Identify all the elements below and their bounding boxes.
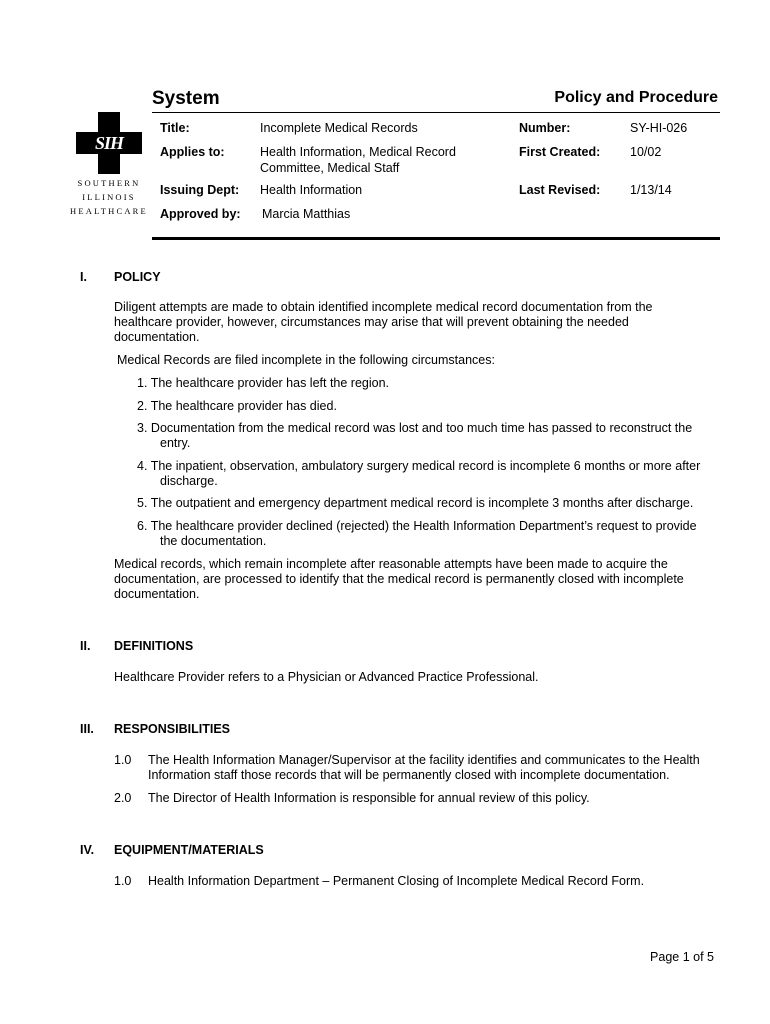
section-number-responsibilities: III. (80, 722, 94, 736)
policy-list-item (137, 421, 692, 437)
responsibility-number: 1.0 (114, 753, 132, 767)
list-item-continuation: the documentation. (160, 534, 267, 548)
header-bottom-rule (152, 237, 720, 240)
list-item-number: 2. (137, 399, 148, 413)
policy-paragraph-3-line-3: documentation. (114, 587, 200, 601)
section-number-equipment: IV. (80, 843, 95, 857)
list-item-number: 1. (137, 376, 148, 390)
policy-procedure-title: Policy and Procedure (554, 89, 718, 106)
applies-to-label: Applies to: (160, 145, 225, 159)
policy-paragraph-2: Medical Records are filed incomplete in the following circumstances: (117, 353, 495, 367)
list-item-text: The healthcare provider has died. (150, 399, 337, 413)
section-number-policy: I. (80, 270, 87, 284)
equipment-text: Health Information Department – Permanent Closing of Incomplete Medical Record Form. (148, 874, 645, 888)
list-item-text: The inpatient, observation, ambulatory surgery medical record is incomplete 6 months or more after (150, 459, 701, 473)
issuing-dept-value: Health Information (260, 183, 363, 197)
sih-logo (68, 112, 150, 222)
section-heading-responsibilities: RESPONSIBILITIES (114, 722, 230, 736)
definitions-text: Healthcare Provider refers to a Physician or Advanced Practice Professional. (114, 670, 539, 684)
list-item-text: The healthcare provider has left the region. (150, 376, 390, 390)
policy-paragraph-1-line-3: documentation. (114, 330, 200, 344)
section-heading-definitions: DEFINITIONS (114, 639, 194, 653)
title-label: Title: (160, 121, 190, 135)
policy-list-item (137, 459, 700, 475)
section-heading-policy: POLICY (114, 270, 161, 284)
logo-monogram: SIH (94, 133, 124, 153)
responsibility-text-line-2: Information staff those records that will be permanently closed with incomplete documentation. (148, 768, 670, 782)
number-label: Number: (519, 121, 571, 135)
list-item-text: Documentation from the medical record was lost and too much time has passed to reconstruct the (150, 421, 693, 435)
policy-list-item (137, 399, 337, 415)
title-value: Incomplete Medical Records (260, 121, 418, 135)
first-created-label: First Created: (519, 145, 601, 159)
number-value: SY-HI-026 (630, 121, 688, 135)
approved-by-label: Approved by: (160, 207, 241, 221)
list-item-number: 5. (137, 496, 148, 510)
last-revised-value: 1/13/14 (630, 183, 672, 197)
logo-line-2: ILLINOIS (82, 192, 136, 202)
issuing-dept-label: Issuing Dept: (160, 183, 240, 197)
equipment-number: 1.0 (114, 874, 132, 888)
list-item-number: 4. (137, 459, 148, 473)
policy-paragraph-3-line-2: documentation, are processed to identify that the medical record is permanently closed with incomplete (114, 572, 684, 586)
approved-by-value: Marcia Matthias (262, 207, 351, 221)
list-item-continuation: entry. (160, 436, 191, 450)
policy-list-item (137, 519, 697, 535)
header-rule (152, 112, 720, 113)
responsibility-number: 2.0 (114, 791, 132, 805)
applies-to-value-line-1: Health Information, Medical Record (260, 145, 456, 159)
list-item-text: The healthcare provider declined (rejected) the Health Information Department’s request to provide (150, 519, 697, 533)
first-created-value: 10/02 (630, 145, 662, 159)
responsibility-text-line-1: The Health Information Manager/Supervisor at the facility identifies and communicates to the Health (148, 753, 700, 767)
list-item-number: 6. (137, 519, 148, 533)
page-number: Page 1 of 5 (650, 950, 714, 964)
policy-paragraph-3-line-1: Medical records, which remain incomplete after reasonable attempts have been made to acquire the (114, 557, 668, 571)
list-item-number: 3. (137, 421, 148, 435)
logo-line-3: HEALTHCARE (70, 206, 148, 216)
system-title: System (152, 88, 220, 109)
list-item-continuation: discharge. (160, 474, 218, 488)
policy-list-item (137, 496, 693, 512)
section-number-definitions: II. (80, 639, 91, 653)
policy-list-item (137, 376, 389, 392)
policy-paragraph-1-line-1: Diligent attempts are made to obtain identified incomplete medical record documentation from the (114, 300, 653, 314)
logo-line-1: SOUTHERN (77, 178, 141, 188)
list-item-text: The outpatient and emergency department medical record is incomplete 3 months after discharge. (150, 496, 694, 510)
applies-to-value-line-2: Committee, Medical Staff (260, 161, 400, 175)
last-revised-label: Last Revised: (519, 183, 601, 197)
responsibility-text-line-1: The Director of Health Information is responsible for annual review of this policy. (148, 791, 590, 805)
policy-paragraph-1-line-2: healthcare provider, however, circumstances may arise that will prevent obtaining the needed (114, 315, 629, 329)
section-heading-equipment: EQUIPMENT/MATERIALS (114, 843, 264, 857)
